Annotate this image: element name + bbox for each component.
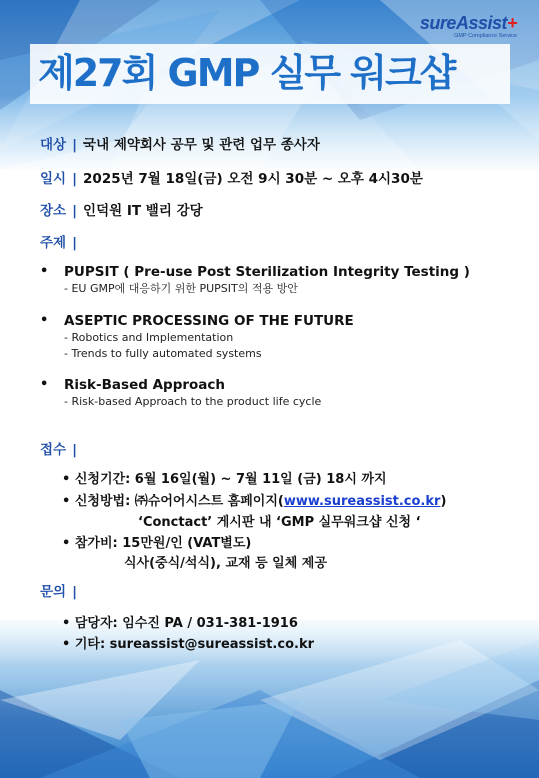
title-banner — [30, 44, 510, 104]
info-topic — [40, 234, 83, 252]
logo-brand-right: Assist — [455, 13, 507, 33]
bullet-icon: • — [40, 313, 49, 328]
logo-plus-icon: + — [506, 13, 517, 33]
registration-separator: | — [72, 442, 78, 458]
logo-tagline: GMP Compliance Service — [454, 33, 517, 39]
topic-subitem: - Trends to fully automated systems — [64, 347, 262, 360]
info-date-value: 2025년 7월 18일(금) 오전 9시 30분 ~ 오후 4시30분 — [83, 171, 423, 187]
topic-title: Risk-Based Approach — [64, 377, 226, 393]
info-date-separator: | — [72, 171, 78, 187]
contact-person: • 담당자: 임수진 PA / 031-381-1916 — [62, 616, 298, 631]
info-target-value: 국내 제약회사 공무 및 관련 업무 종사자 — [83, 137, 320, 153]
contact-separator: | — [72, 584, 78, 600]
registration-method — [62, 493, 446, 511]
registration-fee-detail: 식사(중식/석식), 교재 등 일체 제공 — [124, 556, 327, 571]
registration-label: 접수 — [40, 442, 67, 458]
brand-logo — [420, 14, 517, 39]
info-target-label: 대상 — [40, 137, 67, 153]
topic-subitem: - EU GMP에 대응하기 위한 PUPSIT의 적용 방안 — [64, 282, 298, 295]
page-title: 제27회 GMP 실무 워크샵 — [38, 51, 455, 95]
info-date-label: 일시 — [40, 171, 67, 187]
contact-heading — [40, 583, 83, 601]
bullet-icon: • — [40, 264, 49, 279]
registration-method-prefix: • 신청방법: ㈜슈어어시스트 홈페이지( — [62, 494, 284, 509]
registration-heading — [40, 441, 83, 459]
topic-subitem: - Risk-based Approach to the product life cycle — [64, 395, 322, 408]
info-target — [40, 136, 320, 154]
info-place-separator: | — [72, 203, 78, 219]
homepage-link[interactable]: www.sureassist.co.kr — [283, 494, 441, 509]
contact-label: 문의 — [40, 584, 67, 600]
info-place-value: 인덕원 IT 밸리 강당 — [83, 203, 203, 219]
bullet-icon: • — [40, 377, 49, 392]
topic-title: PUPSIT ( Pre-use Post Sterilization Integrity Testing ) — [64, 264, 470, 280]
registration-method-detail: ‘Conctact’ 게시판 내 ‘GMP 실무워크샵 신청 ‘ — [138, 515, 421, 530]
registration-period: • 신청기간: 6월 16일(월) ~ 7월 11일 (금) 18시 까지 — [62, 472, 387, 487]
contact-etc: • 기타: sureassist@sureassist.co.kr — [62, 637, 315, 652]
logo-wordmark — [420, 14, 517, 32]
info-target-separator: | — [72, 137, 78, 153]
info-topic-separator: | — [72, 235, 78, 251]
topic-title: ASEPTIC PROCESSING OF THE FUTURE — [64, 313, 354, 329]
registration-fee: • 참가비: 15만원/인 (VAT별도) — [62, 536, 252, 551]
topic-subitem: - Robotics and Implementation — [64, 331, 234, 344]
logo-brand-left: sure — [419, 13, 456, 33]
registration-method-suffix: ) — [440, 494, 447, 509]
info-place — [40, 202, 203, 220]
info-place-label: 장소 — [40, 203, 67, 219]
info-topic-label: 주제 — [40, 235, 67, 251]
info-date — [40, 170, 423, 188]
